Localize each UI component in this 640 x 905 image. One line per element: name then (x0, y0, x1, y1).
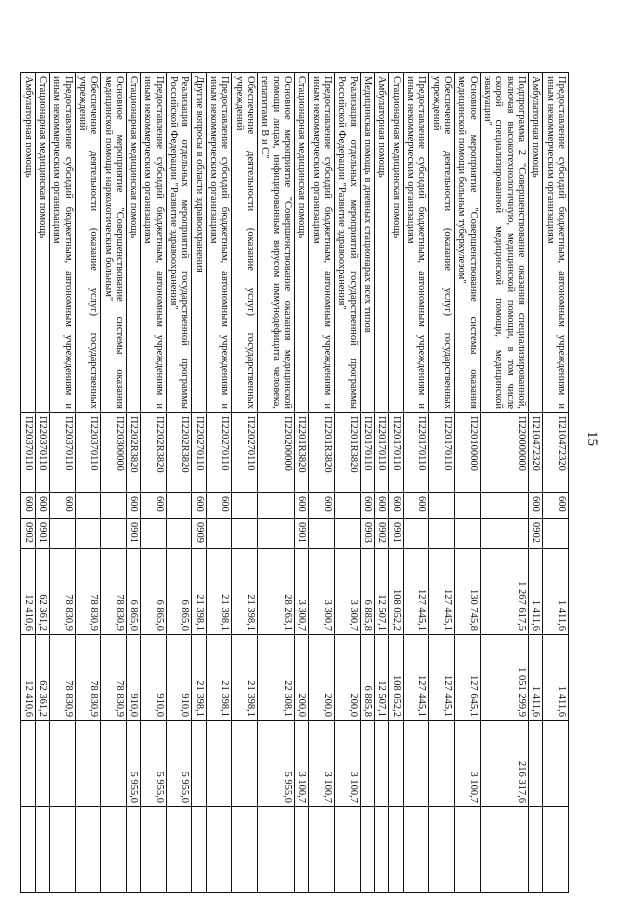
row-other (192, 807, 206, 893)
row-section (166, 519, 192, 549)
row-other (480, 807, 528, 893)
row-name: Стационарная медицинская помощь (126, 73, 140, 413)
row-other (335, 807, 361, 893)
row-federal (21, 721, 35, 807)
row-other (232, 807, 258, 893)
row-code: П2202R3820 (126, 413, 140, 493)
row-expense-type (101, 493, 127, 519)
row-other (309, 807, 335, 893)
row-other (543, 807, 569, 893)
row-expense-type (258, 493, 295, 519)
table-row (295, 73, 309, 893)
row-section (335, 519, 361, 549)
row-section: 0901 (126, 519, 140, 549)
row-regional: 12 507,1 (375, 635, 389, 721)
table-row (49, 73, 75, 893)
row-code: П220170110 (403, 413, 429, 493)
row-regional: 127 645,1 (455, 635, 481, 721)
row-expense-type (335, 493, 361, 519)
row-federal (49, 721, 75, 807)
row-other (126, 807, 140, 893)
row-federal (101, 721, 127, 807)
row-name: Обеспечение деятельности (оказание услуг) государственных учреждений (429, 73, 455, 413)
row-section: 0901 (295, 519, 309, 549)
table-row (360, 73, 374, 893)
row-name: Стационарная медицинская помощь (35, 73, 49, 413)
row-other (429, 807, 455, 893)
row-code: П220100000 (455, 413, 481, 493)
row-expense-type: 600 (403, 493, 429, 519)
row-total: 21 398,1 (232, 549, 258, 635)
row-total: 6 865,0 (166, 549, 192, 635)
row-federal (232, 721, 258, 807)
row-total: 78 830,9 (101, 549, 127, 635)
row-name: Стационарная медицинская помощь (295, 73, 309, 413)
row-section (455, 519, 481, 549)
table-row (309, 73, 335, 893)
row-code: П220170110 (375, 413, 389, 493)
row-total: 12 410,6 (21, 549, 35, 635)
table-row (166, 73, 192, 893)
row-total: 78 830,9 (49, 549, 75, 635)
row-regional: 127 445,1 (429, 635, 455, 721)
row-federal (529, 721, 543, 807)
row-section (75, 519, 101, 549)
row-other (141, 807, 167, 893)
row-federal (429, 721, 455, 807)
row-name: Основное мероприятие "Совершенствование системы оказания медицинской помощи больным туберкулезом" (455, 73, 481, 413)
row-name: Основное мероприятие "Совершенствование системы оказания медицинской помощи наркологическим больным" (101, 73, 127, 413)
row-expense-type (429, 493, 455, 519)
table-row (403, 73, 429, 893)
row-section: 0901 (389, 519, 403, 549)
row-other (295, 807, 309, 893)
row-regional: 200,0 (335, 635, 361, 721)
table-row (455, 73, 481, 893)
budget-table (20, 72, 569, 893)
row-federal (403, 721, 429, 807)
row-federal: 5 955,0 (141, 721, 167, 807)
row-regional: 22 308,1 (258, 635, 295, 721)
row-section (258, 519, 295, 549)
row-federal: 216 317,6 (480, 721, 528, 807)
row-other (21, 807, 35, 893)
row-regional: 78 830,9 (101, 635, 127, 721)
row-code: П220000000 (480, 413, 528, 493)
row-regional: 12 410,6 (21, 635, 35, 721)
table-row (258, 73, 295, 893)
row-total: 78 830,9 (75, 549, 101, 635)
row-total: 28 263,1 (258, 549, 295, 635)
row-name: Предоставление субсидий бюджетным, автономным учреждениям и иным некоммерческим организациям (543, 73, 569, 413)
row-section: 0901 (35, 519, 49, 549)
row-federal: 5 955,0 (166, 721, 192, 807)
row-expense-type (232, 493, 258, 519)
row-code: П220270110 (206, 413, 232, 493)
row-code: П220370110 (35, 413, 49, 493)
row-code: П220370110 (21, 413, 35, 493)
row-code: П220270110 (232, 413, 258, 493)
row-other (455, 807, 481, 893)
row-regional: 1 411,6 (543, 635, 569, 721)
row-regional: 1 051 299,9 (480, 635, 528, 721)
table-row (375, 73, 389, 893)
table-row (126, 73, 140, 893)
row-expense-type: 600 (192, 493, 206, 519)
row-section: 0903 (360, 519, 374, 549)
row-name: Обеспечение деятельности (оказание услуг) государственных учреждений (75, 73, 101, 413)
table-row (101, 73, 127, 893)
row-total: 127 445,1 (403, 549, 429, 635)
row-name: Амбулаторная помощь (375, 73, 389, 413)
table-row (35, 73, 49, 893)
row-expense-type: 600 (543, 493, 569, 519)
row-regional: 200,0 (309, 635, 335, 721)
row-federal (360, 721, 374, 807)
row-regional: 127 445,1 (403, 635, 429, 721)
row-name: Стационарная медицинская помощь (389, 73, 403, 413)
row-code: П2201R3820 (335, 413, 361, 493)
row-section: 0909 (192, 519, 206, 549)
row-name: Амбулаторная помощь (21, 73, 35, 413)
row-regional: 21 398,1 (192, 635, 206, 721)
row-total: 3 300,7 (335, 549, 361, 635)
row-other (75, 807, 101, 893)
row-total: 1 267 617,5 (480, 549, 528, 635)
row-other (101, 807, 127, 893)
row-code: П220370110 (75, 413, 101, 493)
row-section (480, 519, 528, 549)
row-regional: 910,0 (141, 635, 167, 721)
row-section (403, 519, 429, 549)
row-expense-type (166, 493, 192, 519)
table-row (232, 73, 258, 893)
row-other (375, 807, 389, 893)
row-total: 6 865,0 (126, 549, 140, 635)
row-regional: 62 361,2 (35, 635, 49, 721)
row-expense-type: 600 (141, 493, 167, 519)
table-row (529, 73, 543, 893)
row-total: 130 745,8 (455, 549, 481, 635)
row-expense-type (75, 493, 101, 519)
table-row (480, 73, 528, 893)
row-federal (35, 721, 49, 807)
row-expense-type: 600 (309, 493, 335, 519)
row-name: Реализация отдельных мероприятий государственной программы Российской Федерации "Развитие здравоохранения" (166, 73, 192, 413)
row-name: Амбулаторная помощь (529, 73, 543, 413)
table-row (141, 73, 167, 893)
table-row (543, 73, 569, 893)
row-total: 1 411,6 (543, 549, 569, 635)
page-number: 15 (584, 431, 600, 446)
row-section (101, 519, 127, 549)
row-name: Предоставление субсидий бюджетным, автономным учреждениям и иным некоммерческим организациям (403, 73, 429, 413)
row-name: Другие вопросы в области здравоохранения (192, 73, 206, 413)
row-regional: 108 052,2 (389, 635, 403, 721)
budget-table-body (21, 73, 569, 893)
row-section: 0902 (21, 519, 35, 549)
row-other (35, 807, 49, 893)
row-regional: 6 885,8 (360, 635, 374, 721)
row-federal: 3 100,7 (335, 721, 361, 807)
row-section: 0902 (375, 519, 389, 549)
row-code: П220370110 (49, 413, 75, 493)
row-total: 6 865,0 (141, 549, 167, 635)
row-name: Основное мероприятие "Совершенствование оказания медицинской помощи лицам, инфицированным вирусом иммунодефицита человека, гепатитами В и С" (258, 73, 295, 413)
row-federal: 3 100,7 (309, 721, 335, 807)
row-name: Предоставление субсидий бюджетным, автономным учреждениям и иным некоммерческим организациям (309, 73, 335, 413)
row-code: П2202R3820 (166, 413, 192, 493)
row-code: П220270110 (192, 413, 206, 493)
row-expense-type: 600 (35, 493, 49, 519)
row-federal (543, 721, 569, 807)
row-federal (389, 721, 403, 807)
row-section: 0902 (529, 519, 543, 549)
row-other (529, 807, 543, 893)
row-federal (192, 721, 206, 807)
row-total: 127 445,1 (429, 549, 455, 635)
row-total: 6 885,8 (360, 549, 374, 635)
row-expense-type: 600 (529, 493, 543, 519)
row-name: Реализация отдельных мероприятий государственной программы Российской Федерации "Развитие здравоохранения" (335, 73, 361, 413)
row-expense-type (480, 493, 528, 519)
row-section (141, 519, 167, 549)
table-row (429, 73, 455, 893)
row-expense-type: 600 (49, 493, 75, 519)
row-regional: 78 830,9 (49, 635, 75, 721)
row-expense-type: 600 (295, 493, 309, 519)
row-federal: 5 955,0 (258, 721, 295, 807)
row-other (389, 807, 403, 893)
row-code: П220170110 (429, 413, 455, 493)
row-regional: 1 411,6 (529, 635, 543, 721)
row-expense-type: 600 (360, 493, 374, 519)
row-code: П2201R3820 (309, 413, 335, 493)
row-regional: 21 398,1 (232, 635, 258, 721)
row-other (403, 807, 429, 893)
table-row (389, 73, 403, 893)
row-other (206, 807, 232, 893)
row-federal: 3 100,7 (295, 721, 309, 807)
row-section (49, 519, 75, 549)
row-total: 21 398,1 (206, 549, 232, 635)
row-regional: 200,0 (295, 635, 309, 721)
row-code: П210472320 (543, 413, 569, 493)
row-code: П220300000 (101, 413, 127, 493)
table-row (21, 73, 35, 893)
row-regional: 21 398,1 (206, 635, 232, 721)
table-frame (22, 72, 569, 892)
row-federal (206, 721, 232, 807)
row-total: 1 411,6 (529, 549, 543, 635)
table-row (75, 73, 101, 893)
row-name: Предоставление субсидий бюджетным, автономным учреждениям и иным некоммерческим организациям (49, 73, 75, 413)
row-expense-type: 600 (389, 493, 403, 519)
row-expense-type (455, 493, 481, 519)
row-section (429, 519, 455, 549)
row-total: 21 398,1 (192, 549, 206, 635)
row-section (309, 519, 335, 549)
row-other (49, 807, 75, 893)
row-total: 3 300,7 (309, 549, 335, 635)
rotated-sheet (22, 72, 569, 892)
row-code: П2201R3820 (295, 413, 309, 493)
row-name: Предоставление субсидий бюджетным, автономным учреждениям и иным некоммерческим организациям (206, 73, 232, 413)
row-name: Предоставление субсидий бюджетным, автономным учреждениям и иным некоммерческим организациям (141, 73, 167, 413)
row-total: 12 507,1 (375, 549, 389, 635)
row-other (258, 807, 295, 893)
row-total: 108 052,2 (389, 549, 403, 635)
row-regional: 910,0 (166, 635, 192, 721)
row-other (360, 807, 374, 893)
row-section (232, 519, 258, 549)
row-expense-type: 600 (21, 493, 35, 519)
row-code: П210472320 (529, 413, 543, 493)
table-row (335, 73, 361, 893)
row-federal: 5 955,0 (126, 721, 140, 807)
row-code: П2202R3820 (141, 413, 167, 493)
row-other (166, 807, 192, 893)
row-section (206, 519, 232, 549)
row-name: Медицинская помощь в дневных стационарах всех типов (360, 73, 374, 413)
row-section (543, 519, 569, 549)
row-expense-type: 600 (206, 493, 232, 519)
row-regional: 78 830,9 (75, 635, 101, 721)
row-expense-type: 600 (375, 493, 389, 519)
row-code: П220170110 (389, 413, 403, 493)
row-code: П220170110 (360, 413, 374, 493)
row-federal (75, 721, 101, 807)
table-row (192, 73, 206, 893)
row-code: П220200000 (258, 413, 295, 493)
row-regional: 910,0 (126, 635, 140, 721)
row-federal: 3 100,7 (455, 721, 481, 807)
row-name: Подпрограмма 2 "Совершенствование оказания специализированной, включая высокотехнологичную, медицинской помощи, в том числе скорой специализированной медицинской помощи, медицинской эвакуации" (480, 73, 528, 413)
row-name: Обеспечение деятельности (оказание услуг) государственных учреждений (232, 73, 258, 413)
row-expense-type: 600 (126, 493, 140, 519)
table-row (206, 73, 232, 893)
row-federal (375, 721, 389, 807)
row-total: 3 300,7 (295, 549, 309, 635)
row-total: 62 361,2 (35, 549, 49, 635)
